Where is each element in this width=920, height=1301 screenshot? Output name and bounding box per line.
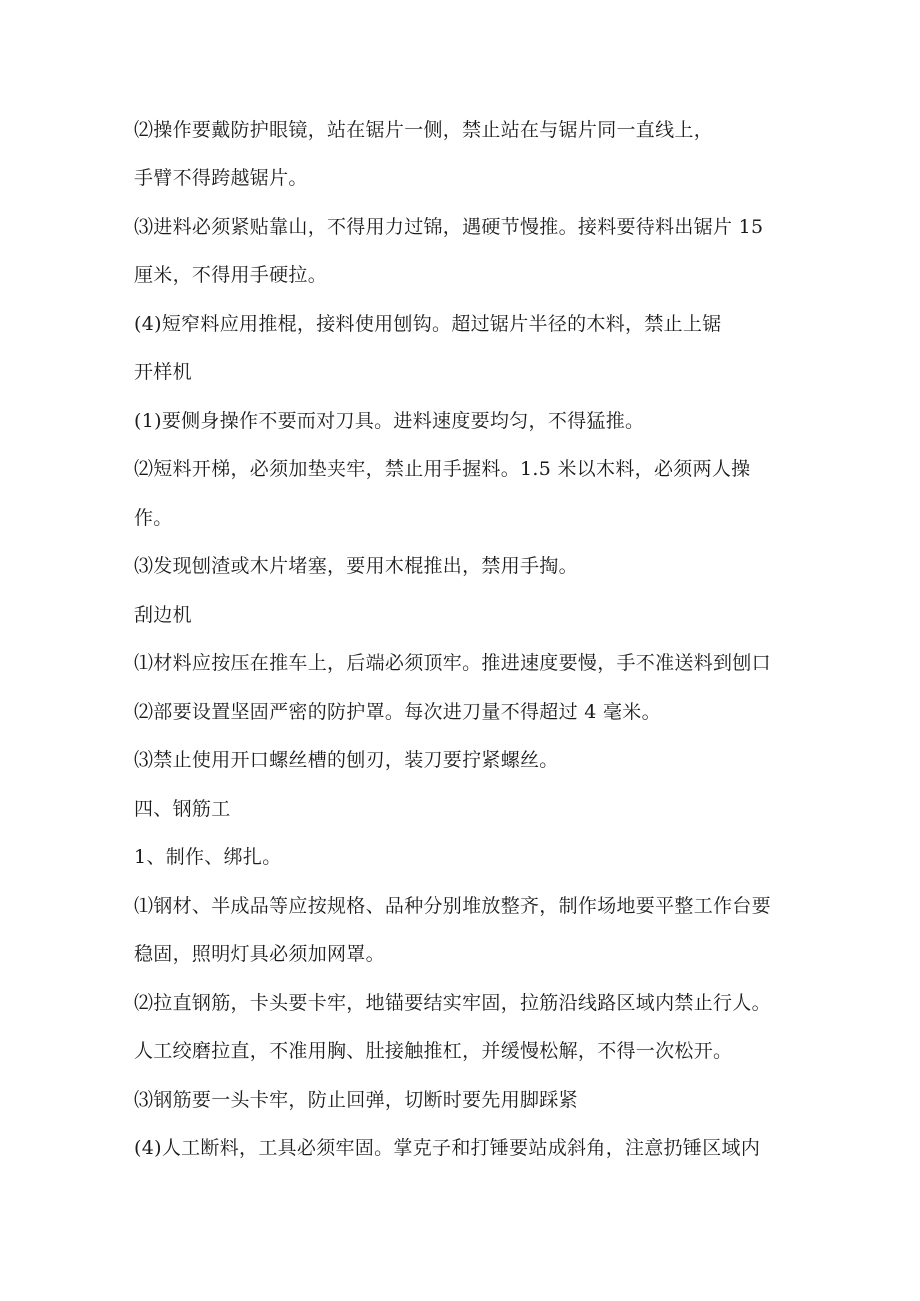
text-line: 作。 [134, 507, 173, 529]
text-line: ⑴钢材、半成品等应按规格、品种分别堆放整齐，制作场地要平整工作台要 [134, 895, 771, 917]
text-line: (1)要侧身操作不要而对刀具。进料速度要均匀，不得猛推。 [134, 410, 645, 432]
text-line: (4)短窄料应用推棍，接料使用刨钩。超过锯片半径的木料，禁止上锯 [134, 313, 722, 335]
text-line: ⑶进料必须紧贴靠山，不得用力过锦，遇硬节慢推。接料要待料出锯片 15 [134, 216, 764, 238]
text-line: ⑴材料应按压在推车上，后端必须顶牢。推进速度要慢，手不准送料到刨口 [134, 652, 771, 674]
text-line: ⑵短料开梯，必须加垫夹牢，禁止用手握料。1.5 米以木料，必须两人操 [134, 458, 751, 480]
text-line: 人工绞磨拉直，不准用胸、肚接触推杠，并缓慢松解，不得一次松开。 [134, 1040, 733, 1062]
text-line: 手臂不得跨越锯片。 [134, 167, 308, 189]
text-line: 厘米，不得用手硬拉。 [134, 264, 328, 286]
section-heading: 开样机 [134, 361, 192, 383]
text-line: ⑶禁止使用开口螺丝槽的刨刃，装刀要拧紧螺丝。 [134, 749, 559, 771]
section-heading: 四、钢筋工 [134, 798, 231, 820]
text-line: (4)人工断料，工具必须牢固。掌克子和打锤要站成斜角，注意扔锤区域内 [134, 1137, 761, 1159]
text-line: 稳固，照明灯具必须加网罩。 [134, 943, 385, 965]
text-line: ⑶钢筋要一头卡牢，防止回弹，切断时要先用脚踩紧 [134, 1089, 578, 1111]
text-line: ⑵部要设置坚固严密的防护罩。每次进刀量不得超过 4 毫米。 [134, 701, 661, 723]
section-heading: 刮边机 [134, 604, 192, 626]
subsection-heading: 1、制作、绑扎。 [134, 846, 282, 868]
text-line: ⑵操作要戴防护眼镜，站在锯片一侧，禁止站在与锯片同一直线上， [134, 119, 714, 141]
text-line: ⑶发现刨渣或木片堵塞，要用木棍推出，禁用手掏。 [134, 555, 578, 577]
text-line: ⑵拉直钢筋，卡头要卡牢，地锚要结实牢固，拉筋沿线路区域内禁止行人。 [134, 992, 771, 1014]
